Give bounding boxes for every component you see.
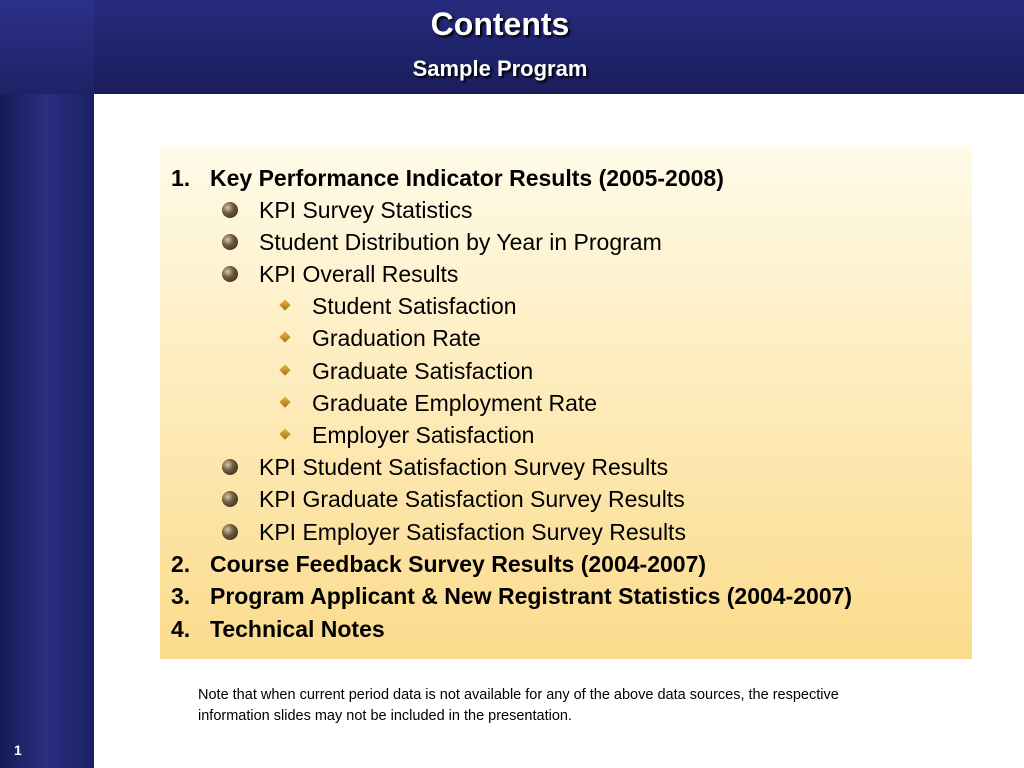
contents-subitem (222, 195, 472, 225)
section-label: Technical Notes (210, 616, 385, 642)
section-number: 1. (171, 165, 191, 191)
subitem-label: KPI Overall Results (259, 261, 459, 287)
contents-subsubitem (279, 388, 597, 418)
slide-subtitle: Sample Program (412, 56, 588, 81)
contents-subsubitem (279, 420, 534, 450)
sphere-bullet-icon (222, 202, 238, 218)
contents-section-2 (171, 549, 706, 579)
section-number: 2. (171, 551, 191, 577)
subsubitem-label: Graduate Satisfaction (312, 358, 534, 384)
page-number: 1 (14, 742, 22, 758)
section-label: Course Feedback Survey Results (2004-2007) (210, 551, 707, 577)
subitem-label: KPI Employer Satisfaction Survey Results (259, 519, 686, 545)
subsubitem-label: Graduate Employment Rate (312, 390, 598, 416)
contents-subsubitem (279, 323, 481, 353)
contents-section-3 (171, 581, 852, 611)
contents-subitem (222, 484, 685, 514)
subitem-label: KPI Student Satisfaction Survey Results (259, 454, 669, 480)
subsubitem-label: Graduation Rate (312, 325, 481, 351)
section-number: 3. (171, 583, 191, 609)
contents-subitem (222, 227, 662, 257)
subsubitem-label: Employer Satisfaction (312, 422, 535, 448)
subitem-label: KPI Graduate Satisfaction Survey Results (259, 486, 685, 512)
section-label: Program Applicant & New Registrant Statistics (2004-2007) (210, 583, 853, 609)
slide-title: Contents (430, 6, 570, 42)
contents-subsubitem (279, 291, 517, 321)
sphere-bullet-icon (222, 491, 238, 507)
left-sidebar-bar (0, 0, 94, 768)
section-number: 4. (171, 616, 191, 642)
sphere-bullet-icon (222, 524, 238, 540)
diamond-bullet-icon (279, 364, 290, 375)
contents-section-4 (171, 614, 385, 644)
sphere-bullet-icon (222, 459, 238, 475)
diamond-bullet-icon (279, 428, 290, 439)
sphere-bullet-icon (222, 266, 238, 282)
footnote: Note that when current period data is not available for any of the above data sources, the respective information slides may not be included in the presentation. (198, 687, 839, 724)
contents-subitem (222, 452, 668, 482)
diamond-bullet-icon (279, 396, 290, 407)
contents-subitem (222, 517, 686, 547)
sphere-bullet-icon (222, 234, 238, 250)
subitem-label: KPI Survey Statistics (259, 197, 473, 223)
diamond-bullet-icon (279, 331, 290, 342)
section-label: Key Performance Indicator Results (2005-2008) (210, 165, 724, 191)
subsubitem-label: Student Satisfaction (312, 293, 517, 319)
contents-subsubitem (279, 356, 533, 386)
contents-subitem (222, 259, 458, 289)
subitem-label: Student Distribution by Year in Program (259, 229, 662, 255)
contents-section-1 (171, 163, 724, 193)
diamond-bullet-icon (279, 299, 290, 310)
